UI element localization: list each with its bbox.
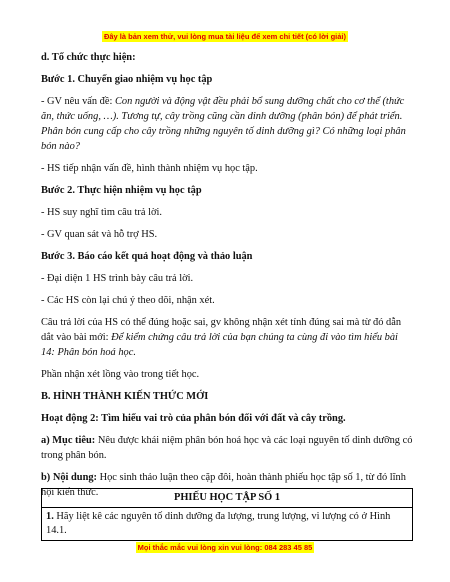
answer-text: Câu trả lời của HS có thể đúng hoặc sai, gv không nhận xét tính đúng sai mà từ đó dẫn dắt vào bài mới: xyxy=(41,317,402,343)
step1-gv-question: Con người và động vật đều phải bổ sung dưỡng chất cho cơ thể (thức ăn, thức uống, …). Tương tự, cây trồng cũng cần dinh dưỡng (phân bón) để phát triển. Phân bón cung cấp cho cây trồng những nguyên tố dinh dưỡng gì? Có những loại phân bón nào? xyxy=(41,96,406,152)
worksheet-table xyxy=(41,488,413,541)
step3-heading: Bước 3. Báo cáo kết quả hoạt động và thảo luận xyxy=(41,251,253,262)
step1-hs-line: - HS tiếp nhận vấn đề, hình thành nhiệm vụ học tập. xyxy=(41,163,258,174)
goal-paragraph xyxy=(41,433,413,463)
step2-line2: - GV quan sát và hỗ trợ HS. xyxy=(41,229,158,240)
preview-banner xyxy=(0,26,450,44)
step2-heading: Bước 2. Thực hiện nhiệm vụ học tập xyxy=(41,185,202,196)
step1-gv-paragraph xyxy=(41,94,413,154)
preview-banner-text: Đây là bản xem thử, vui lòng mua tài liệu để xem chi tiết (có lời giải) xyxy=(103,32,347,41)
answer-italic: Để kiểm chứng câu trả lời của bạn chúng ta cùng đi vào tìm hiểu bài 14: Phân bón hoá học. xyxy=(41,332,398,358)
goal-label: a) Mục tiêu: xyxy=(41,435,96,446)
worksheet-question-text: Hãy liệt kê các nguyên tố dinh dưỡng đa lượng, trung lượng, vi lượng có ở Hình 14.1. xyxy=(46,511,391,536)
document-body xyxy=(41,50,413,507)
worksheet-question-number: 1. xyxy=(46,511,54,522)
step1-heading: Bước 1. Chuyển giao nhiệm vụ học tập xyxy=(41,74,213,85)
worksheet-title: PHIẾU HỌC TẬP SỐ 1 xyxy=(42,489,413,508)
content-text: Học sinh thảo luận theo cặp đôi, hoàn thành phiếu học tập số 1, từ đó lĩnh hội kiến thức. xyxy=(41,472,406,498)
contact-footer xyxy=(0,537,450,555)
praise-line: Phần nhận xét lồng vào trong tiết học. xyxy=(41,369,200,380)
contact-footer-text: Mọi thắc mắc vui lòng xin vui lòng: 084 283 45 85 xyxy=(137,543,313,552)
goal-text: Nêu được khái niệm phân bón hoá học và các loại nguyên tố dinh dưỡng có trong phân bón. xyxy=(41,435,413,461)
section-d-heading: d. Tổ chức thực hiện: xyxy=(41,52,136,63)
step2-line1: - HS suy nghĩ tìm câu trả lời. xyxy=(41,207,162,218)
step3-line2: - Các HS còn lại chú ý theo dõi, nhận xét. xyxy=(41,295,215,306)
content-label: b) Nội dung: xyxy=(41,472,98,483)
activity2-heading: Hoạt động 2: Tìm hiểu vai trò của phân bón đối với đất và cây trồng. xyxy=(41,413,346,424)
answer-paragraph xyxy=(41,315,413,360)
step3-line1: - Đại diện 1 HS trình bày câu trả lời. xyxy=(41,273,194,284)
worksheet-question xyxy=(42,508,413,541)
step1-gv-prefix: - GV nêu vấn đề: xyxy=(41,96,115,107)
section-b-heading: B. HÌNH THÀNH KIẾN THỨC MỚI xyxy=(41,391,209,402)
